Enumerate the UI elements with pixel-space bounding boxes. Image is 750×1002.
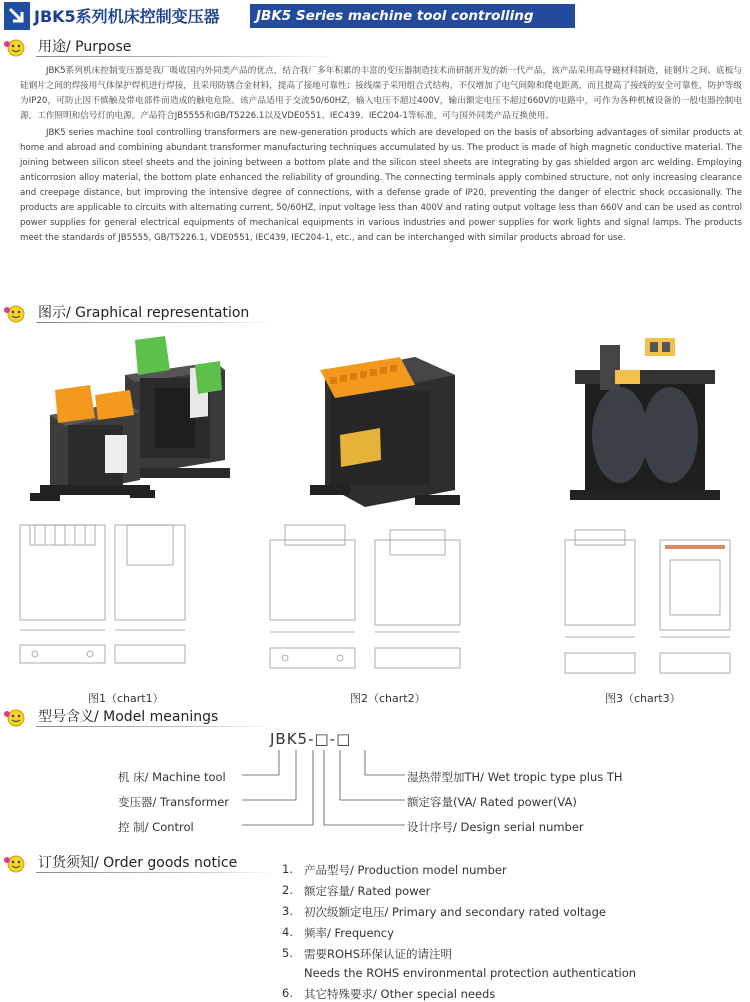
list-text: 频率/ Frequency — [304, 926, 394, 940]
list-number: 1. — [282, 862, 293, 876]
graphical-heading: 图示/ Graphical representation — [38, 305, 250, 321]
model-code: JBK5-□-□ — [270, 730, 352, 748]
technical-drawing-3 — [555, 525, 740, 685]
model-label-design-serial: 设计序号/ Design serial number — [407, 820, 584, 834]
list-number: 3. — [282, 904, 293, 918]
order-heading: 订货须知/ Order goods notice — [38, 855, 238, 871]
model-label-machine-tool: 机 床/ Machine tool — [118, 770, 226, 784]
purpose-text — [20, 64, 742, 246]
purpose-paragraph-cn: JBK5系列机床控制变压器是我厂吸收国内外同类产品的优点，结合我厂多年积累的丰富的变压器制造技术而研制开发的新一代产品，该产品采用高导磁材料制造，硅钢片之间、底板与硅钢片之间的焊接用气体保护焊机进行焊接，且采用防锈合金材料，提高了接地可靠性；接线端子采用组合式结构，不仅增加了电气间隙和爬电距离，而且提高了接线的安全可靠性，防护等级为IP20，可防止因不慎触及带电部件而造成的触电危险。该产品适用于交流50/60HZ，输入电压不超过400V，输出额定电压不超过660V的电路中，可作为各种机械设备的一般电器控制电源，工作照明和信号灯的电源。产品符合JB5555和GB/T5226.1以及VDE0551、IEC439、IEC204-1等标准，可与国外同类产品互换使用。 — [20, 66, 742, 121]
arrow-icon — [4, 2, 30, 30]
divider — [36, 322, 276, 323]
technical-drawing-1 — [15, 520, 200, 680]
model-label-transformer: 变压器/ Transformer — [118, 795, 230, 809]
list-text: 额定容量/ Rated power — [304, 884, 431, 898]
list-number: 6. — [282, 986, 293, 1000]
purpose-section-header — [0, 34, 750, 60]
list-number: 2. — [282, 883, 293, 897]
page-title-cn: JBK5系列机床控制变压器 — [34, 7, 220, 26]
figure-caption-2: 图2（chart2） — [350, 692, 426, 705]
bullet-emoji-icon — [2, 706, 28, 728]
bullet-emoji-icon — [2, 302, 28, 324]
transformer-photo-1 — [30, 330, 245, 505]
divider — [36, 872, 276, 873]
list-number: 4. — [282, 925, 293, 939]
model-label-wet-tropic: 湿热带型加TH/ Wet tropic type plus TH — [407, 770, 623, 784]
list-text: 产品型号/ Production model number — [304, 863, 507, 877]
divider — [36, 56, 336, 57]
list-text: 其它特殊要求/ Other special needs — [304, 987, 496, 1001]
graphical-section-header — [0, 300, 750, 326]
purpose-paragraph-en: JBK5 series machine tool controlling transformers are new-generation products which are developed on the basis of absorbing advantages of similar products at home and abroad and combining abundant transformer manufacturing techniques accumulated by us. The product is made of high magnetic conductive material. The joining between silicon steel sheets and the joining between a bottom plate and the silicon steel sheets are integrating by gas shielded argon arc welding. Employing anticorrosion alloy material, the bottom plate enhanced the reliability of grounding. The connecting terminals apply combined structure, not only increasing clearance and creepage distance, but improving the intensive degree of connections, with a defense grade of IP20, preventing the danger of electric shock occasionally. The products are applicable to circuits with alternating current, 50/60HZ, input voltage less than 400V and rating output voltage less than 660V and can be used as control power supplies for general electrical equipments of mechanical equipments in various industries and power supplies for work lights and signal lamps. The products meet the standards of JB5555, GB/T5226.1, VDE0551, IEC439, IEC204-1, etc., and can be interchanged with similar products abroad for use. — [20, 128, 742, 243]
list-text: 初次级额定电压/ Primary and secondary rated voltage — [304, 905, 606, 919]
figure-caption-1: 图1（chart1） — [88, 692, 164, 705]
page-title-en: JBK5 Series machine tool controlling transformer — [250, 4, 575, 28]
bullet-emoji-icon — [2, 36, 28, 58]
technical-drawing-2 — [265, 520, 465, 680]
model-label-rated-power: 额定容量(VA/ Rated power(VA) — [407, 795, 577, 809]
purpose-heading: 用途/ Purpose — [38, 39, 132, 55]
list-text: Needs the ROHS environmental protection authentication — [304, 966, 637, 980]
list-number: 5. — [282, 946, 293, 960]
transformer-photo-2 — [305, 335, 475, 520]
bullet-emoji-icon — [2, 852, 28, 874]
model-label-control: 控 制/ Control — [118, 820, 194, 834]
model-section-header — [0, 704, 750, 730]
figure-caption-3: 图3（chart3） — [605, 692, 681, 705]
divider — [36, 726, 276, 727]
list-text: 需要ROHS环保认证的请注明 — [304, 947, 452, 961]
model-connector-lines — [0, 745, 750, 835]
transformer-photo-3 — [560, 330, 730, 510]
model-heading: 型号含义/ Model meanings — [38, 709, 219, 725]
